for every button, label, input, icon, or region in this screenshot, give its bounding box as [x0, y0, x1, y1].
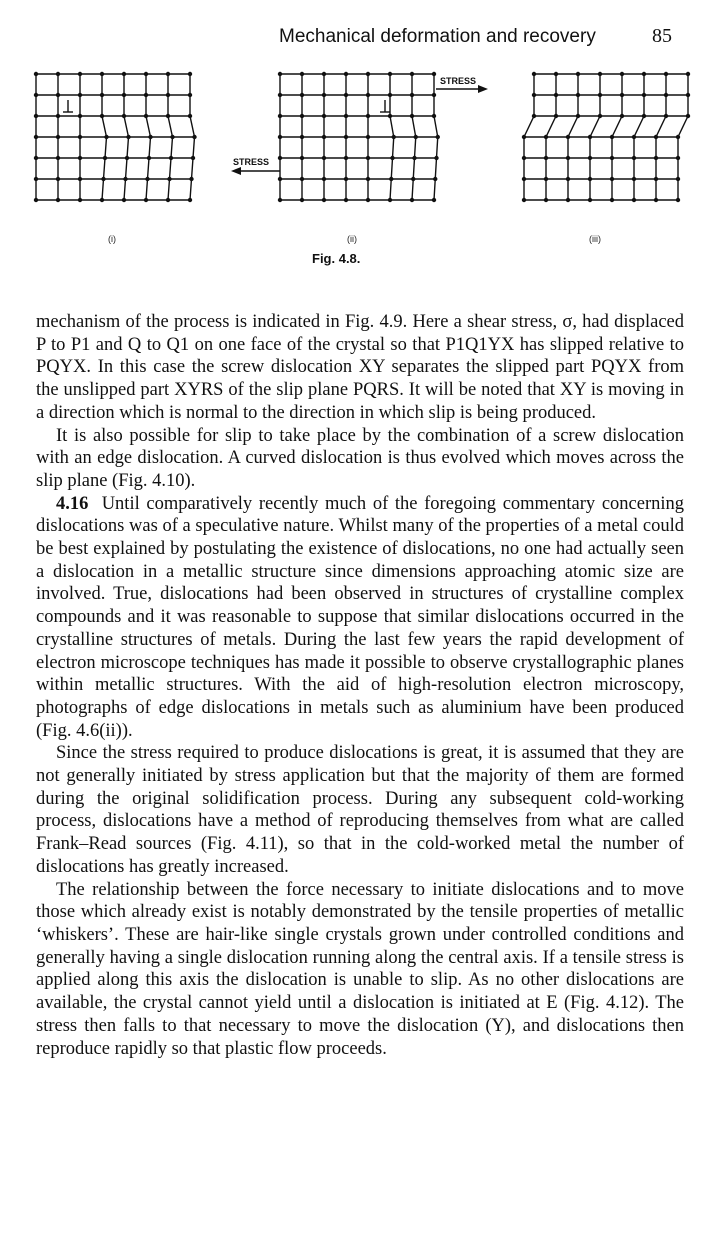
atom: [144, 72, 148, 76]
section-number: 4.16: [56, 493, 89, 514]
atom: [278, 72, 282, 76]
atom: [344, 156, 348, 160]
atom: [532, 72, 536, 76]
atom: [188, 93, 192, 97]
atom: [676, 156, 680, 160]
atom: [278, 114, 282, 118]
atom: [169, 156, 173, 160]
atom: [122, 72, 126, 76]
atom: [632, 135, 636, 139]
page-header: [0, 24, 717, 52]
atom: [412, 156, 416, 160]
atom: [145, 177, 149, 181]
atom: [598, 114, 602, 118]
atom: [642, 93, 646, 97]
atom: [389, 177, 393, 181]
atom: [620, 72, 624, 76]
atom: [566, 177, 570, 181]
atom: [392, 135, 396, 139]
atom: [522, 198, 526, 202]
atom: [410, 114, 414, 118]
atom: [78, 135, 82, 139]
atom: [344, 93, 348, 97]
atom: [300, 93, 304, 97]
atom: [554, 114, 558, 118]
atom: [100, 114, 104, 118]
atom: [278, 177, 282, 181]
atom: [366, 177, 370, 181]
page-number: 85: [652, 25, 672, 47]
running-title: Mechanical deformation and recovery: [279, 26, 596, 47]
atom: [344, 135, 348, 139]
atom: [366, 72, 370, 76]
atom: [78, 72, 82, 76]
atom: [544, 135, 548, 139]
atom: [620, 114, 624, 118]
atom: [78, 93, 82, 97]
atom: [322, 198, 326, 202]
atom: [300, 177, 304, 181]
atom: [344, 114, 348, 118]
atom: [366, 93, 370, 97]
atom: [554, 72, 558, 76]
atom: [588, 135, 592, 139]
panel-label-ii: (ii): [347, 234, 357, 244]
atom: [610, 135, 614, 139]
atom: [366, 198, 370, 202]
atom: [588, 198, 592, 202]
atom: [103, 156, 107, 160]
atom: [410, 93, 414, 97]
atom: [522, 156, 526, 160]
atom: [632, 177, 636, 181]
atom: [78, 198, 82, 202]
atom: [170, 135, 174, 139]
atom: [654, 156, 658, 160]
atom: [544, 177, 548, 181]
atom: [344, 72, 348, 76]
atom: [654, 198, 658, 202]
atom: [576, 93, 580, 97]
atom: [78, 114, 82, 118]
atom: [166, 93, 170, 97]
atom: [544, 156, 548, 160]
atom: [676, 198, 680, 202]
atom: [166, 72, 170, 76]
atom: [642, 114, 646, 118]
atom: [34, 177, 38, 181]
atom: [147, 156, 151, 160]
atom: [610, 156, 614, 160]
atom: [56, 198, 60, 202]
atom: [410, 198, 414, 202]
atom: [300, 114, 304, 118]
atom: [56, 72, 60, 76]
atom: [544, 198, 548, 202]
atom: [664, 72, 668, 76]
atom: [188, 114, 192, 118]
atom: [432, 198, 436, 202]
atom: [632, 198, 636, 202]
atom: [664, 93, 668, 97]
atom: [278, 198, 282, 202]
atom: [532, 93, 536, 97]
atom: [34, 198, 38, 202]
atom: [686, 93, 690, 97]
atom: [388, 198, 392, 202]
atom: [532, 114, 536, 118]
atom: [432, 114, 436, 118]
atom: [278, 156, 282, 160]
atom: [620, 93, 624, 97]
atom: [410, 72, 414, 76]
atom: [166, 198, 170, 202]
atom: [56, 135, 60, 139]
atom: [388, 114, 392, 118]
atom: [167, 177, 171, 181]
atom: [189, 177, 193, 181]
atom: [664, 114, 668, 118]
atom: [566, 135, 570, 139]
atom: [191, 156, 195, 160]
atom: [188, 72, 192, 76]
atom: [436, 135, 440, 139]
atom: [366, 156, 370, 160]
atom: [34, 114, 38, 118]
atom: [366, 135, 370, 139]
atom: [78, 156, 82, 160]
atom: [78, 177, 82, 181]
atom: [433, 177, 437, 181]
atom: [144, 198, 148, 202]
atom: [122, 114, 126, 118]
atom: [100, 72, 104, 76]
atom: [588, 156, 592, 160]
atom: [125, 156, 129, 160]
paragraph: The relationship between the force necessary to initiate dislocations and to move those which already exist is notably demonstrated by the tensile properties of metallic ‘whiskers’. These are hair-like single crystals grown under controlled conditions and generally having a single dislocation running along the central axis. If a tensile stress is applied along this axis the dislocation is unable to slip. As no other dislocations are available, the crystal cannot yield until a dislocation is initiated at E (Fig. 4.12). The stress then falls to that necessary to move the dislocation (Y), and dislocations then reproduce rapidly so that plastic flow proceeds.: [36, 879, 684, 1059]
paragraph-4-16: [36, 493, 684, 743]
atom: [576, 72, 580, 76]
atom: [100, 198, 104, 202]
atom: [344, 177, 348, 181]
atom: [344, 198, 348, 202]
figure-4-8: [0, 62, 717, 272]
atom: [34, 93, 38, 97]
atom: [322, 177, 326, 181]
atom: [388, 93, 392, 97]
atom: [522, 177, 526, 181]
atom: [632, 156, 636, 160]
atom: [192, 135, 196, 139]
atom: [388, 72, 392, 76]
atom: [144, 93, 148, 97]
atom: [278, 93, 282, 97]
atom: [676, 135, 680, 139]
atom: [610, 198, 614, 202]
atom: [56, 114, 60, 118]
atom: [104, 135, 108, 139]
atom: [642, 72, 646, 76]
atom: [432, 93, 436, 97]
stress-arrowhead-left: [231, 167, 241, 175]
panel-label-iii: (iii): [589, 234, 601, 244]
atom: [101, 177, 105, 181]
atom: [322, 72, 326, 76]
atom: [432, 72, 436, 76]
stress-arrowhead-right: [478, 85, 488, 93]
atom: [34, 135, 38, 139]
atom: [123, 177, 127, 181]
paragraph: It is also possible for slip to take place by the combination of a screw dislocation with an edge dislocation. A curved dislocation is thus evolved which moves across the slip plane (Fig. 4.10).: [36, 425, 684, 491]
atom: [390, 156, 394, 160]
lattice-diagram: [0, 62, 717, 252]
atom: [300, 198, 304, 202]
atom: [56, 177, 60, 181]
atom: [588, 177, 592, 181]
paragraph: mechanism of the process is indicated in Fig. 4.9. Here a shear stress, σ, had displaced P to P1 and Q to Q1 on one face of the crystal so that P1Q1YX has slipped relative to PQYX. In this case the screw dislocation XY separates the slipped part PQYX from the unslipped part XYRS of the slip plane PQRS. It will be noted that XY is moving in a direction which is normal to the direction in which slip is being produced.: [36, 312, 684, 423]
atom: [322, 93, 326, 97]
atom: [188, 198, 192, 202]
atom: [278, 135, 282, 139]
atom: [598, 72, 602, 76]
atom: [434, 156, 438, 160]
atom: [148, 135, 152, 139]
figure-caption: Fig. 4.8.: [312, 251, 361, 266]
atom: [34, 156, 38, 160]
atom: [686, 114, 690, 118]
atom: [322, 156, 326, 160]
paragraph: Since the stress required to produce dislocations is great, it is assumed that they are not generally initiated by stress application but that the majority of them are formed during the original solidification process. During any subsequent cold-working process, dislocations have a method of reproducing themselves from what are called Frank–Read sources (Fig. 4.11), so that in the cold-worked metal the number of dislocations has greatly increased.: [36, 743, 684, 877]
atom: [322, 114, 326, 118]
atom: [654, 135, 658, 139]
atom: [676, 177, 680, 181]
atom: [554, 93, 558, 97]
atom: [654, 177, 658, 181]
atom: [322, 135, 326, 139]
stress-label-bottom: STRESS: [233, 157, 270, 167]
atom: [56, 93, 60, 97]
atom: [300, 135, 304, 139]
atom: [34, 72, 38, 76]
atom: [144, 114, 148, 118]
atom: [166, 114, 170, 118]
atom: [56, 156, 60, 160]
atom: [522, 135, 526, 139]
atom: [122, 198, 126, 202]
atom: [686, 72, 690, 76]
stress-label-top: STRESS: [440, 76, 477, 86]
atom: [566, 198, 570, 202]
body-text: [36, 311, 684, 1060]
atom: [610, 177, 614, 181]
atom: [300, 156, 304, 160]
atom: [126, 135, 130, 139]
atom: [122, 93, 126, 97]
atom: [576, 114, 580, 118]
atom: [411, 177, 415, 181]
atom: [100, 93, 104, 97]
atom: [598, 93, 602, 97]
panel-label-i: (i): [108, 234, 116, 244]
paragraph-text: Until comparatively recently much of the foregoing commentary concerning dislocations was of a speculative nature. Whilst many of the properties of a metal could be best explained by postulating the existence of dislocations, no one had actually seen a dislocation in a metallic structure since dimensions approaching atomic size are involved. True, dislocations had been observed in structures of crystalline complex compounds and it was reasonable to suppose that similar dislocations occurred in the crystalline structures of metals. During the last few years the rapid development of electron microscope techniques has made it possible to observe crystallographic planes within metallic structures. With the aid of high-resolution electron microscopy, photographs of edge dislocations in metals such as aluminium have been produced (Fig. 4.6(ii)).: [36, 493, 685, 741]
atom: [300, 72, 304, 76]
atom: [566, 156, 570, 160]
atom: [366, 114, 370, 118]
atom: [414, 135, 418, 139]
